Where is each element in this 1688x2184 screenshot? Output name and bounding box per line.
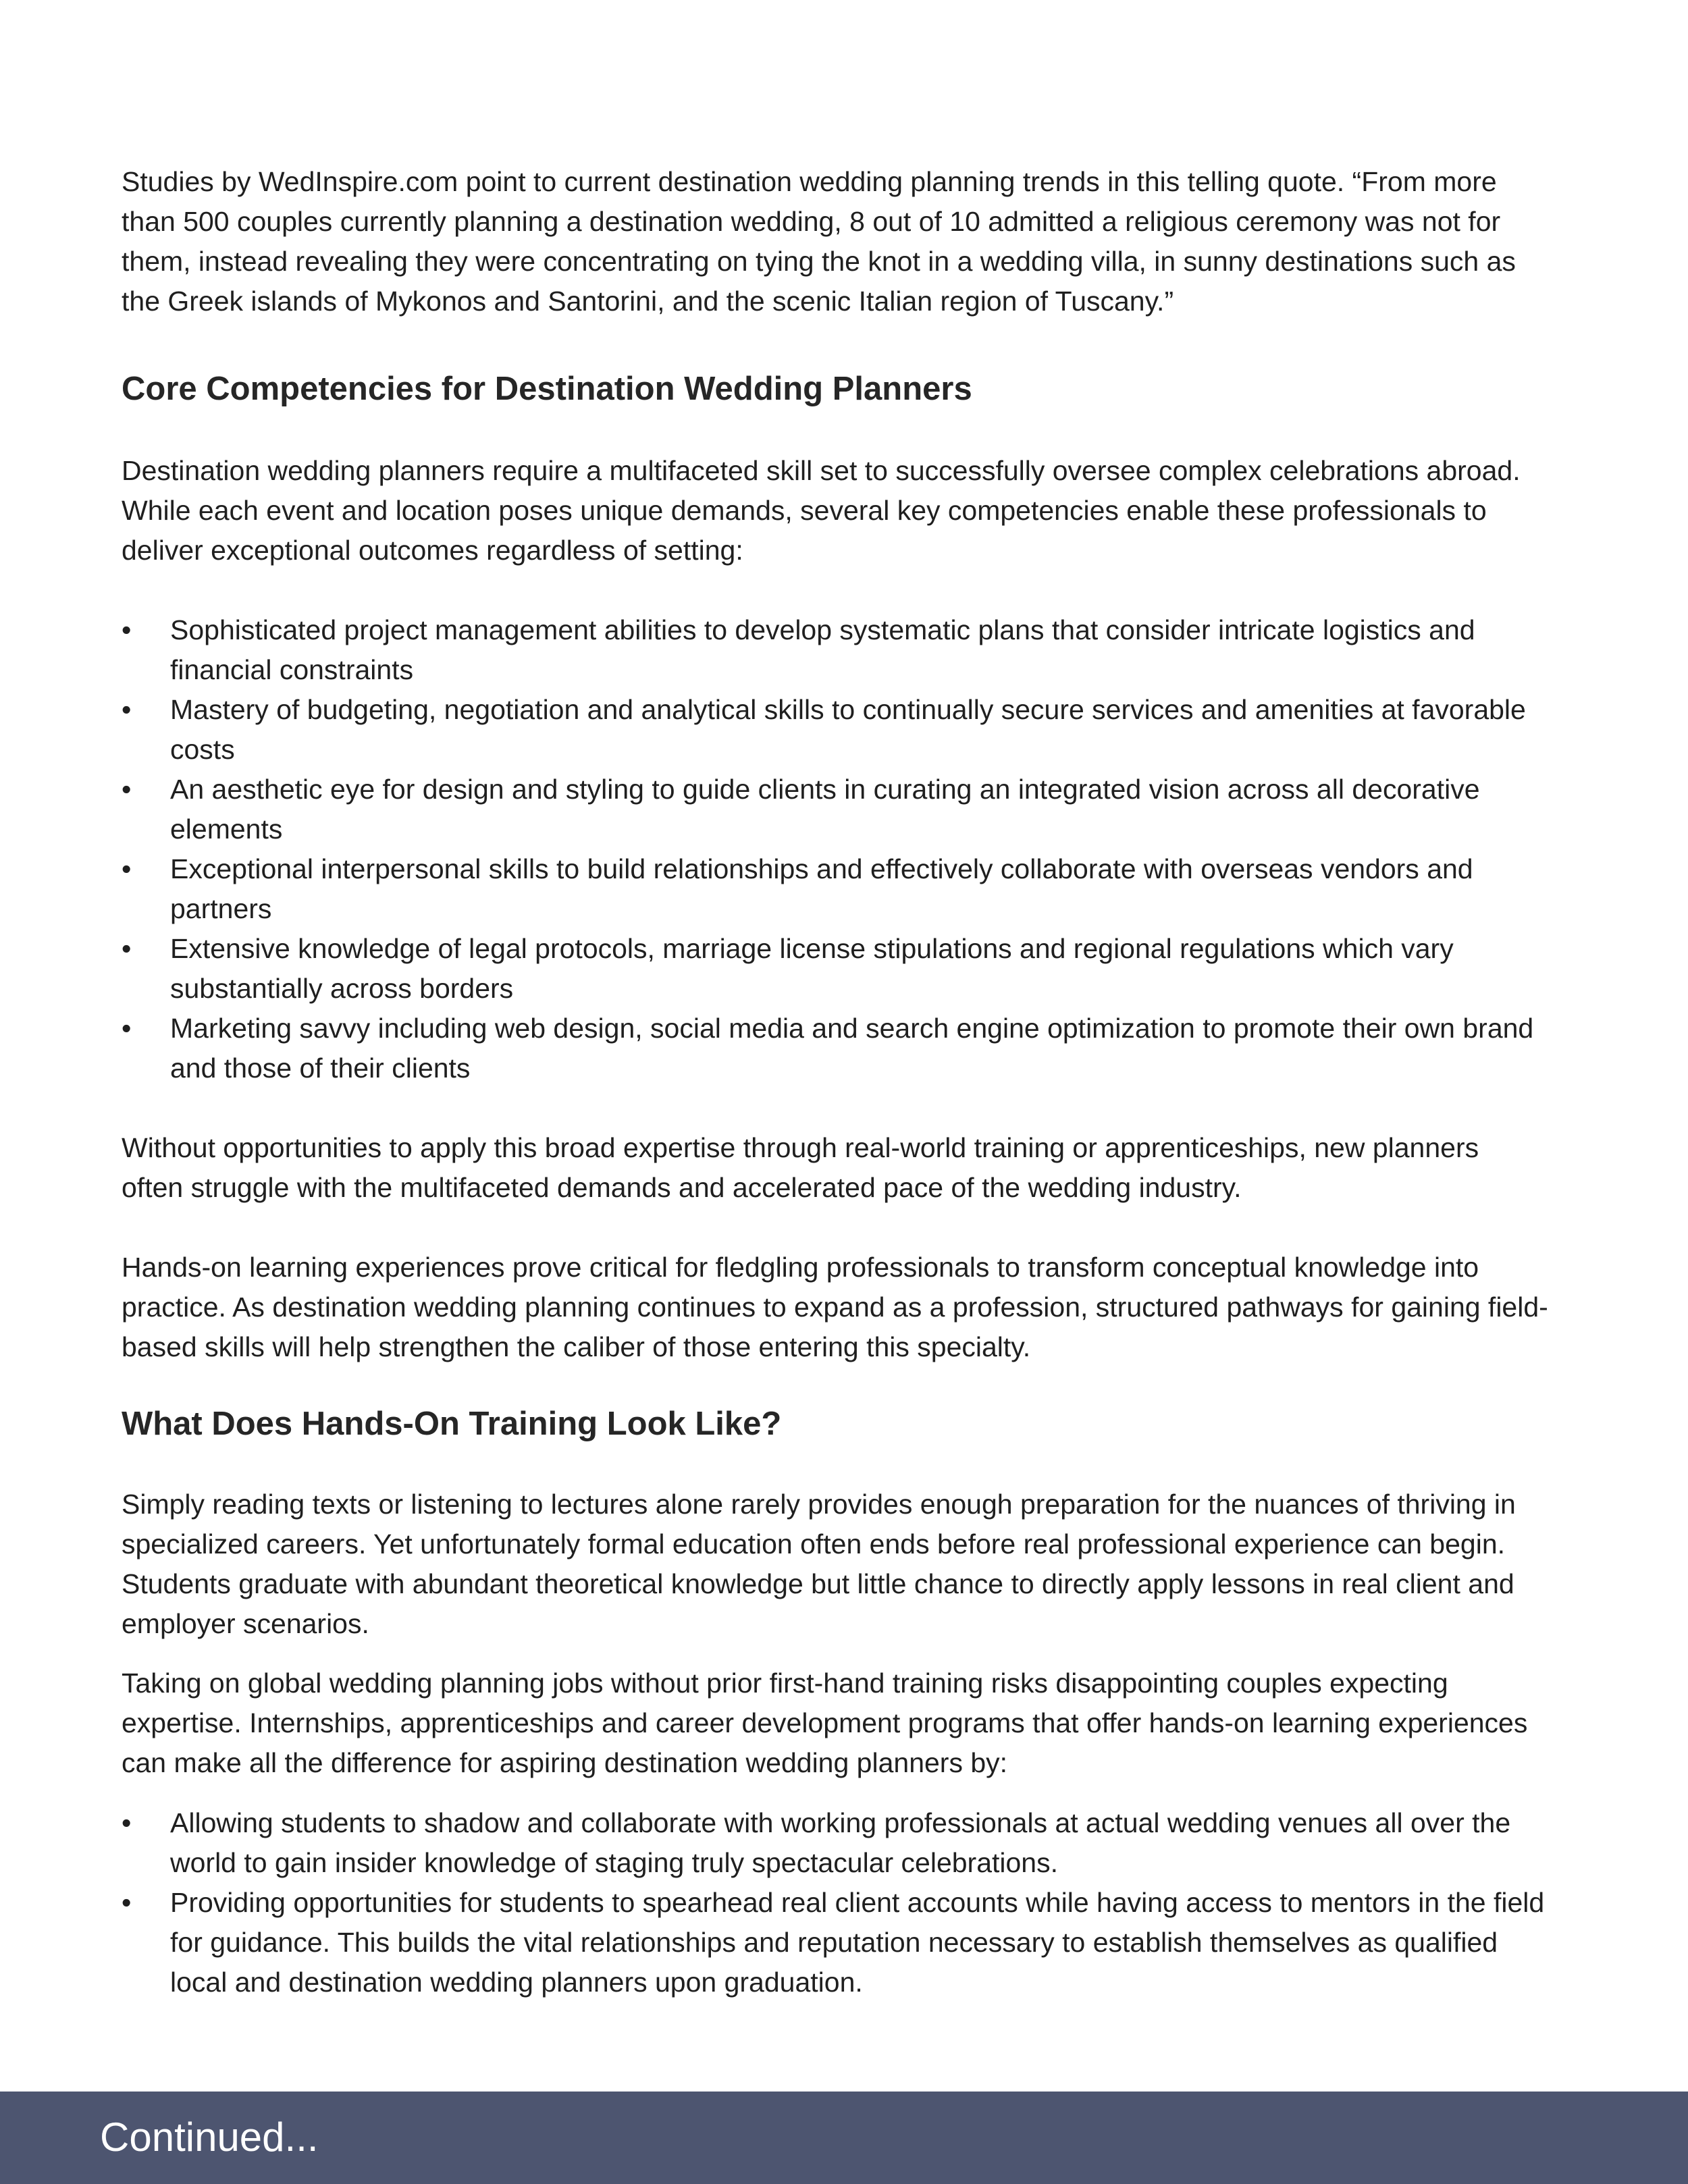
list-item bbox=[122, 1803, 1553, 1883]
intro-paragraph: Studies by WedInspire.com point to current destination wedding planning trends in this telling quote. “From more than 500 couples currently planning a destination wedding, 8 out of 10 admitted a religious ceremony was not for them, instead revealing they were concentrating on tying the knot in a wedding villa, in sunny destinations such as the Greek islands of Mykonos and Santorini, and the scenic Italian region of Tuscany.” bbox=[122, 166, 1516, 317]
bullet-icon: • bbox=[122, 614, 132, 645]
list-item-text: Allowing students to shadow and collaborate with working professionals at actual wedding venues all over the world to gain insider knowledge of staging truly spectacular celebrations. bbox=[170, 1807, 1511, 1878]
hands-on-benefits-list bbox=[122, 1803, 1553, 2002]
list-item bbox=[122, 849, 1553, 929]
list-item-text: Marketing savvy including web design, social media and search engine optimization to promote their own brand and those of their clients bbox=[170, 1013, 1534, 1084]
list-item-text: Mastery of budgeting, negotiation and analytical skills to continually secure services and amenities at favorable costs bbox=[170, 694, 1526, 765]
section-heading-core-competencies: Core Competencies for Destination Wedding Planners bbox=[122, 371, 972, 407]
list-item-text: Exceptional interpersonal skills to build relationships and effectively collaborate with overseas vendors and partners bbox=[170, 853, 1473, 924]
bullet-icon: • bbox=[122, 933, 132, 964]
core-competencies-after-1: Without opportunities to apply this broad expertise through real-world training or apprenticeships, new planners often struggle with the multifaceted demands and accelerated pace of the wedding industry. bbox=[122, 1132, 1479, 1203]
bullet-icon: • bbox=[122, 853, 132, 884]
core-competencies-list bbox=[122, 610, 1553, 1088]
bullet-icon: • bbox=[122, 1807, 132, 1838]
hands-on-paragraph-2: Taking on global wedding planning jobs without prior first-hand training risks disappointing couples expecting expertise. Internships, apprenticeships and career development programs that offer hands-on learning experiences can make all the difference for aspiring destination wedding planners by: bbox=[122, 1668, 1528, 1778]
list-item-text: Sophisticated project management abilities to develop systematic plans that consider intricate logistics and financial constraints bbox=[170, 614, 1475, 685]
core-competencies-intro: Destination wedding planners require a multifaceted skill set to successfully oversee complex celebrations abroad. While each event and location poses unique demands, several key competencies enable these professionals to deliver exceptional outcomes regardless of setting: bbox=[122, 455, 1521, 566]
list-item bbox=[122, 610, 1553, 690]
bullet-icon: • bbox=[122, 1887, 132, 1918]
list-item bbox=[122, 770, 1553, 849]
list-item bbox=[122, 690, 1553, 770]
list-item bbox=[122, 929, 1553, 1009]
list-item bbox=[122, 1009, 1553, 1088]
hands-on-paragraph-1: Simply reading texts or listening to lectures alone rarely provides enough preparation for the nuances of thriving in specialized careers. Yet unfortunately formal education often ends before real professional experience can begin. Students graduate with abundant theoretical knowledge but little chance to directly apply lessons in real client and employer scenarios. bbox=[122, 1489, 1516, 1639]
bullet-icon: • bbox=[122, 774, 132, 805]
continued-label: Continued... bbox=[100, 2114, 319, 2160]
list-item-text: An aesthetic eye for design and styling to guide clients in curating an integrated vision across all decorative elements bbox=[170, 774, 1480, 845]
bullet-icon: • bbox=[122, 694, 132, 725]
core-competencies-after-2: Hands-on learning experiences prove critical for fledgling professionals to transform conceptual knowledge into practice. As destination wedding planning continues to expand as a profession, structured pathways for gaining field-based skills will help strengthen the caliber of those entering this specialty. bbox=[122, 1252, 1548, 1362]
page-content bbox=[122, 162, 1573, 2002]
bullet-icon: • bbox=[122, 1013, 132, 1044]
section-heading-hands-on-training: What Does Hands-On Training Look Like? bbox=[122, 1406, 782, 1442]
list-item-text: Extensive knowledge of legal protocols, marriage license stipulations and regional regulations which vary substantially across borders bbox=[170, 933, 1454, 1004]
list-item bbox=[122, 1883, 1553, 2002]
footer-banner bbox=[0, 2092, 1688, 2184]
list-item-text: Providing opportunities for students to spearhead real client accounts while having access to mentors in the field for guidance. This builds the vital relationships and reputation necessary to establish themselves as qualified local and destination wedding planners upon graduation. bbox=[170, 1887, 1545, 1998]
